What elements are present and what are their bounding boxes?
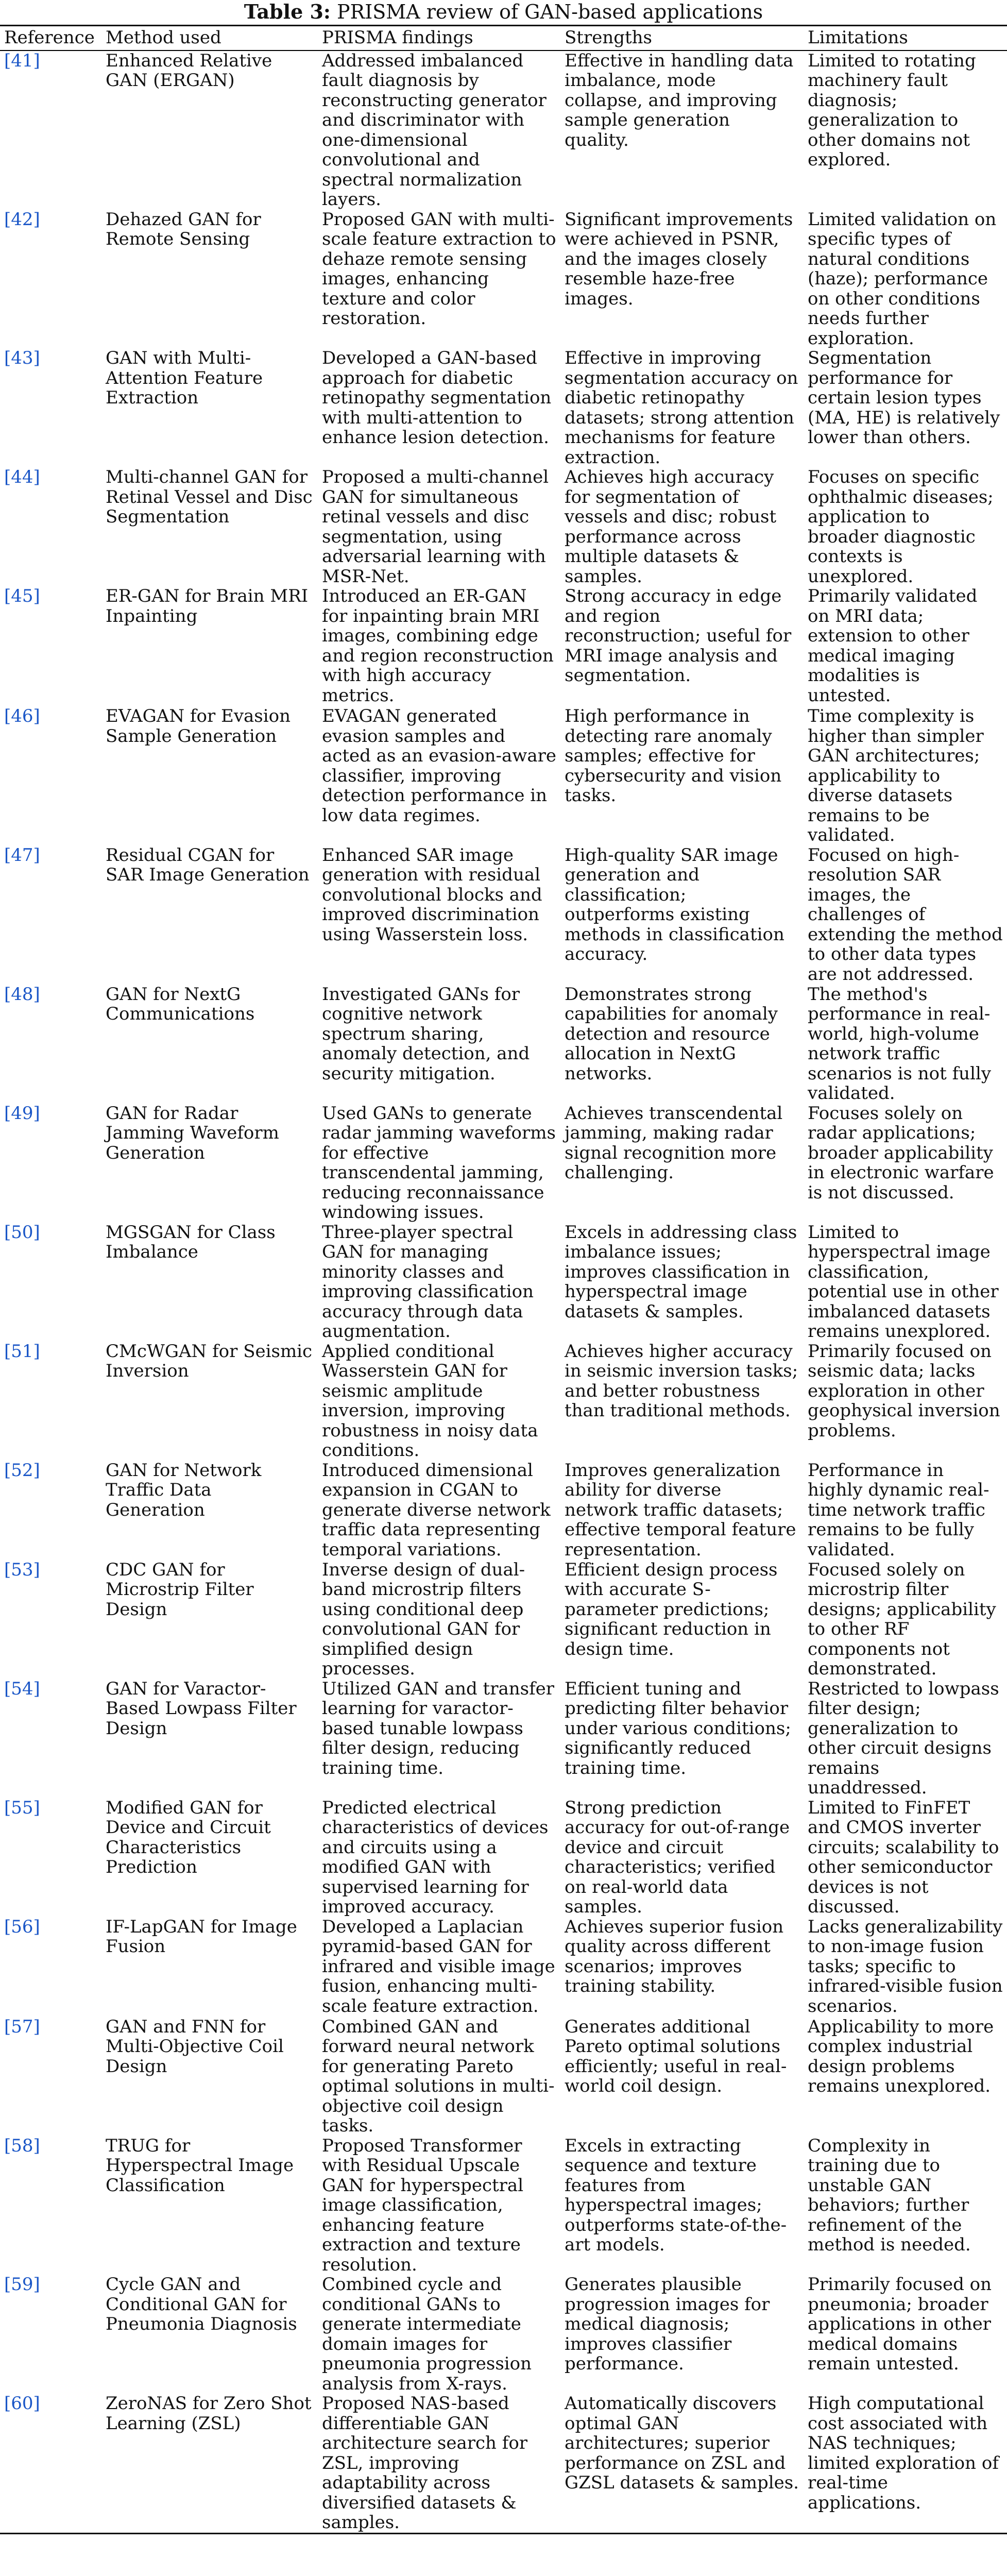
limitations-cell: Performance in highly dynamic real-time network traffic remains to be fully validated. xyxy=(808,1460,989,1560)
method-cell xyxy=(101,1342,318,1461)
limitations-cell: Focuses on specific ophthalmic diseases; application to broader diagnostic contexts is unexplored. xyxy=(808,467,994,587)
reference-link[interactable]: [54] xyxy=(4,1678,40,1699)
table-caption-label: Table 3: xyxy=(244,0,331,23)
limitations-cell: Focused solely on microstrip filter designs; applicability to other RF components not demonstrated. xyxy=(808,1559,996,1679)
table-row xyxy=(0,1917,1007,2017)
findings-cell: Addressed imbalanced fault diagnosis by reconstructing generator and discriminator with one-dimensional convolutional and spectral normalization layers. xyxy=(322,50,547,210)
limitations-cell xyxy=(804,1342,1007,1461)
reference-cell xyxy=(0,1223,101,1342)
findings-cell xyxy=(318,2275,560,2394)
method-cell: TRUG for Hyperspectral Image Classification xyxy=(106,2135,294,2196)
reference-cell xyxy=(0,845,101,985)
method-cell xyxy=(101,1461,318,1560)
findings-cell xyxy=(318,348,560,467)
table-row xyxy=(0,706,1007,845)
method-cell xyxy=(101,2275,318,2394)
reference-link[interactable]: [44] xyxy=(4,467,40,487)
limitations-cell xyxy=(804,467,1007,586)
method-cell xyxy=(101,845,318,985)
reference-link[interactable]: [42] xyxy=(4,209,40,230)
method-cell xyxy=(101,348,318,467)
limitations-cell: The method's performance in real-world, high-volume network traffic scenarios is not fully validated. xyxy=(808,984,992,1104)
method-cell xyxy=(101,467,318,586)
findings-cell xyxy=(318,2394,560,2533)
reference-link[interactable]: [57] xyxy=(4,2016,40,2037)
method-cell xyxy=(101,2136,318,2275)
findings-cell: Investigated GANs for cognitive network spectrum sharing, anomaly detection, and security mitigation. xyxy=(322,984,530,1084)
limitations-cell xyxy=(804,348,1007,467)
findings-cell: Utilized GAN and transfer learning for varactor-based tunable lowpass filter design, reducing training time. xyxy=(322,1678,555,1778)
method-cell xyxy=(101,1679,318,1798)
table-row xyxy=(0,586,1007,706)
strengths-cell: Achieves high accuracy for segmentation of vessels and disc; robust performance across multiple datasets & samples. xyxy=(565,467,777,587)
findings-cell: Proposed Transformer with Residual Upscale GAN for hyperspectral image classification, enhancing feature extraction and texture resolution. xyxy=(322,2135,524,2275)
method-cell xyxy=(101,985,318,1104)
findings-cell xyxy=(318,2136,560,2275)
method-cell xyxy=(101,1223,318,1342)
strengths-cell xyxy=(560,985,804,1104)
strengths-cell: Effective in improving segmentation accuracy on diabetic retinopathy datasets; strong attention mechanisms for feature extraction. xyxy=(565,348,798,468)
reference-cell xyxy=(0,586,101,706)
reference-link[interactable]: [48] xyxy=(4,984,40,1005)
reference-cell xyxy=(0,210,101,349)
table-row xyxy=(0,1461,1007,1560)
limitations-cell: Limited to rotating machinery fault diagnosis; generalization to other domains not explored. xyxy=(808,50,976,170)
method-cell xyxy=(101,706,318,845)
findings-cell: Combined cycle and conditional GANs to generate intermediate domain images for pneumonia progression analysis from X-rays. xyxy=(322,2274,532,2394)
table-row xyxy=(0,210,1007,349)
reference-link[interactable]: [52] xyxy=(4,1460,40,1481)
method-cell: Cycle GAN and Conditional GAN for Pneumonia Diagnosis xyxy=(106,2274,297,2334)
reference-link[interactable]: [47] xyxy=(4,844,40,866)
limitations-cell xyxy=(804,2017,1007,2136)
reference-cell xyxy=(0,1560,101,1679)
reference-link[interactable]: [51] xyxy=(4,1341,40,1362)
limitations-cell: Limited to FinFET and CMOS inverter circuits; scalability to other semiconductor devices is not discussed. xyxy=(808,1797,999,1917)
findings-cell: Combined GAN and forward neural network for generating Pareto optimal solutions in multi-objective coil design tasks. xyxy=(322,2016,555,2136)
findings-cell: Enhanced SAR image generation with residual convolutional blocks and improved discrimination using Wasserstein loss. xyxy=(322,844,542,945)
findings-cell: Developed a Laplacian pyramid-based GAN for infrared and visible image fusion, enhancing multi-scale feature extraction. xyxy=(322,1916,555,2016)
limitations-cell: Focused on high-resolution SAR images, the challenges of extending the method to other data types are not addressed. xyxy=(808,844,1003,985)
limitations-cell: Primarily focused on seismic data; lacks exploration in other geophysical inversion problems. xyxy=(808,1341,1000,1441)
table-body xyxy=(0,50,1007,2534)
method-cell xyxy=(101,50,318,210)
limitations-cell: Complexity in training due to unstable GAN behaviors; further refinement of the method is needed. xyxy=(808,2135,971,2255)
reference-cell xyxy=(0,1461,101,1560)
limitations-cell xyxy=(804,1560,1007,1679)
method-cell: GAN and FNN for Multi-Objective Coil Design xyxy=(106,2016,284,2077)
limitations-cell xyxy=(804,210,1007,349)
method-cell: Enhanced Relative GAN (ERGAN) xyxy=(106,50,272,91)
strengths-cell: Effective in handling data imbalance, mode collapse, and improving sample generation quality. xyxy=(565,50,794,150)
header-prisma-findings: PRISMA findings xyxy=(322,27,473,48)
table-row xyxy=(0,1104,1007,1223)
strengths-cell xyxy=(560,50,804,210)
limitations-cell xyxy=(804,1461,1007,1560)
method-cell: IF-LapGAN for Image Fusion xyxy=(106,1916,297,1957)
table-row xyxy=(0,985,1007,1104)
table-row xyxy=(0,2017,1007,2136)
findings-cell: Three-player spectral GAN for managing minority classes and improving classification accuracy through data augmentation. xyxy=(322,1222,534,1342)
limitations-cell xyxy=(804,1917,1007,2017)
strengths-cell: Efficient design process with accurate S-parameter predictions; significant reduction in design time. xyxy=(565,1559,778,1659)
findings-cell xyxy=(318,2017,560,2136)
findings-cell xyxy=(318,1342,560,1461)
table-row xyxy=(0,1798,1007,1917)
strengths-cell xyxy=(560,210,804,349)
limitations-cell: Applicability to more complex industrial design problems remains unexplored. xyxy=(808,2016,994,2096)
findings-cell xyxy=(318,1461,560,1560)
method-cell: GAN for Radar Jamming Waveform Generation xyxy=(106,1103,279,1163)
findings-cell xyxy=(318,1223,560,1342)
findings-cell: Proposed GAN with multi-scale feature extraction to dehaze remote sensing images, enhancing texture and color restoration. xyxy=(322,209,556,329)
reference-link[interactable]: [50] xyxy=(4,1222,40,1243)
method-cell xyxy=(101,1104,318,1223)
strengths-cell xyxy=(560,2017,804,2136)
method-cell: ZeroNAS for Zero Shot Learning (ZSL) xyxy=(106,2393,312,2434)
findings-cell: Proposed a multi-channel GAN for simultaneous retinal vessels and disc segmentation, using adversarial learning with MSR-Net. xyxy=(322,467,549,587)
findings-cell: Proposed NAS-based differentiable GAN architecture search for ZSL, improving adaptability across diversified datasets & samples. xyxy=(322,2393,528,2533)
method-cell: CMcWGAN for Seismic Inversion xyxy=(106,1341,313,1381)
method-cell: Multi-channel GAN for Retinal Vessel and Disc Segmentation xyxy=(106,467,313,527)
strengths-cell xyxy=(560,348,804,467)
strengths-cell xyxy=(560,1104,804,1223)
method-cell: MGSGAN for Class Imbalance xyxy=(106,1222,276,1262)
findings-cell: Applied conditional Wasserstein GAN for seismic amplitude inversion, improving robustness in noisy data conditions. xyxy=(322,1341,538,1461)
method-cell xyxy=(101,1917,318,2017)
strengths-cell xyxy=(560,1461,804,1560)
strengths-cell xyxy=(560,467,804,586)
findings-cell: Developed a GAN-based approach for diabetic retinopathy segmentation with multi-attention to enhance lesion detection. xyxy=(322,348,552,448)
method-cell xyxy=(101,1560,318,1679)
method-cell: ER-GAN for Brain MRI Inpainting xyxy=(106,586,309,626)
limitations-cell: Time complexity is higher than simpler GAN architectures; applicability to diverse datasets remains to be validated. xyxy=(808,706,984,845)
strengths-cell xyxy=(560,1679,804,1798)
strengths-cell xyxy=(560,586,804,706)
strengths-cell: Achieves higher accuracy in seismic inversion tasks; and better robustness than traditional methods. xyxy=(565,1341,798,1421)
table-row xyxy=(0,348,1007,467)
reference-cell xyxy=(0,467,101,586)
table-row xyxy=(0,1342,1007,1461)
limitations-cell: Restricted to lowpass filter design; generalization to other circuit designs remains unaddressed. xyxy=(808,1678,999,1798)
findings-cell xyxy=(318,1917,560,2017)
method-cell xyxy=(101,586,318,706)
header-method-used: Method used xyxy=(106,27,221,48)
reference-cell xyxy=(0,2394,101,2533)
limitations-cell: Lacks generalizability to non-image fusion tasks; specific to infrared-visible fusion scenarios. xyxy=(808,1916,1003,2016)
strengths-cell xyxy=(560,1560,804,1679)
strengths-cell xyxy=(560,706,804,845)
limitations-cell xyxy=(804,1798,1007,1917)
strengths-cell xyxy=(560,1223,804,1342)
limitations-cell xyxy=(804,1104,1007,1223)
table-row xyxy=(0,2275,1007,2394)
findings-cell: Predicted electrical characteristics of devices and circuits using a modified GAN with supervised learning for improved accuracy. xyxy=(322,1797,549,1917)
header-limitations: Limitations xyxy=(808,27,908,48)
table-row xyxy=(0,50,1007,210)
strengths-cell: Achieves superior fusion quality across different scenarios; improves training stability. xyxy=(565,1916,784,1996)
limitations-cell xyxy=(804,845,1007,985)
method-cell xyxy=(101,1798,318,1917)
header-strengths: Strengths xyxy=(565,27,652,48)
limitations-cell: High computational cost associated with NAS techniques; limited exploration of real-time applications. xyxy=(808,2393,999,2513)
reference-link[interactable]: [60] xyxy=(4,2393,40,2414)
strengths-cell: High-quality SAR image generation and classification; outperforms existing methods in classification accuracy. xyxy=(565,844,784,964)
limitations-cell: Primarily focused on pneumonia; broader applications in other medical domains remain untested. xyxy=(808,2274,992,2374)
findings-cell: Used GANs to generate radar jamming waveforms for effective transcendental jamming, reducing reconnaissance windowing issues. xyxy=(322,1103,556,1223)
findings-cell xyxy=(318,706,560,845)
limitations-cell: Primarily validated on MRI data; extension to other medical imaging modalities is untested. xyxy=(808,586,978,706)
reference-link[interactable]: [53] xyxy=(4,1559,40,1580)
findings-cell xyxy=(318,210,560,349)
findings-cell: Introduced dimensional expansion in CGAN to generate diverse network traffic data representing temporal variations. xyxy=(322,1460,551,1560)
strengths-cell: Improves generalization ability for diverse network traffic datasets; effective temporal feature representation. xyxy=(565,1460,796,1560)
reference-cell xyxy=(0,2136,101,2275)
strengths-cell xyxy=(560,1342,804,1461)
findings-cell xyxy=(318,1104,560,1223)
reference-cell xyxy=(0,706,101,845)
reference-link[interactable]: [45] xyxy=(4,586,40,606)
strengths-cell: Automatically discovers optimal GAN architectures; superior performance on ZSL and GZSL datasets & samples. xyxy=(565,2393,799,2493)
limitations-cell: Focuses solely on radar applications; broader applicability in electronic warfare is not discussed. xyxy=(808,1103,994,1203)
reference-link[interactable]: [49] xyxy=(4,1103,40,1124)
findings-cell xyxy=(318,845,560,985)
findings-cell xyxy=(318,1560,560,1679)
findings-cell xyxy=(318,1679,560,1798)
table-row xyxy=(0,1679,1007,1798)
strengths-cell: Generates additional Pareto optimal solutions efficiently; useful in real-world coil design. xyxy=(565,2016,787,2096)
limitations-cell xyxy=(804,1223,1007,1342)
method-cell: GAN for NextG Communications xyxy=(106,984,255,1024)
method-cell: GAN with Multi-Attention Feature Extraction xyxy=(106,348,263,408)
findings-cell xyxy=(318,1798,560,1917)
reference-link[interactable]: [55] xyxy=(4,1797,40,1818)
limitations-cell: Limited to hyperspectral image classification, potential use in other imbalanced datasets remains unexplored. xyxy=(808,1222,999,1342)
strengths-cell: Achieves transcendental jamming, making radar signal recognition more challenging. xyxy=(565,1103,783,1183)
limitations-cell xyxy=(804,706,1007,845)
prisma-review-table xyxy=(0,25,1007,2534)
method-cell: EVAGAN for Evasion Sample Generation xyxy=(106,706,291,747)
strengths-cell xyxy=(560,2275,804,2394)
strengths-cell: Strong accuracy in edge and region reconstruction; useful for MRI image analysis and segmentation. xyxy=(565,586,792,686)
reference-cell xyxy=(0,1342,101,1461)
strengths-cell: Significant improvements were achieved in PSNR, and the images closely resemble haze-free images. xyxy=(565,209,793,309)
method-cell: GAN for Varactor-Based Lowpass Filter Design xyxy=(106,1678,297,1739)
findings-cell xyxy=(318,985,560,1104)
reference-cell xyxy=(0,348,101,467)
findings-cell xyxy=(318,467,560,586)
reference-cell xyxy=(0,2275,101,2394)
strengths-cell: Efficient tuning and predicting filter behavior under various conditions; significantly reduced training time. xyxy=(565,1678,791,1778)
reference-link[interactable]: [46] xyxy=(4,706,40,726)
reference-cell xyxy=(0,50,101,210)
table-row xyxy=(0,2394,1007,2533)
strengths-cell xyxy=(560,2394,804,2533)
table-row xyxy=(0,467,1007,586)
strengths-cell xyxy=(560,845,804,985)
reference-cell xyxy=(0,1917,101,2017)
strengths-cell: Strong prediction accuracy for out-of-range device and circuit characteristics; verified on real-world data samples. xyxy=(565,1797,790,1917)
limitations-cell xyxy=(804,50,1007,210)
reference-link[interactable]: [56] xyxy=(4,1916,40,1937)
reference-link[interactable]: [58] xyxy=(4,2135,40,2156)
reference-link[interactable]: [43] xyxy=(4,348,40,368)
table-caption xyxy=(0,0,1007,25)
method-cell xyxy=(101,2394,318,2533)
findings-cell xyxy=(318,586,560,706)
strengths-cell xyxy=(560,1798,804,1917)
table-caption-text: PRISMA review of GAN-based applications xyxy=(337,1,763,23)
strengths-cell xyxy=(560,2136,804,2275)
method-cell: Modified GAN for Device and Circuit Characteristics Prediction xyxy=(106,1797,271,1877)
reference-link[interactable]: [41] xyxy=(4,50,40,71)
limitations-cell xyxy=(804,1679,1007,1798)
reference-link[interactable]: [59] xyxy=(4,2274,40,2295)
limitations-cell xyxy=(804,586,1007,706)
table-header-row xyxy=(0,26,1007,50)
limitations-cell: Segmentation performance for certain lesion types (MA, HE) is relatively lower than others. xyxy=(808,348,1000,448)
reference-cell xyxy=(0,985,101,1104)
method-cell: Residual CGAN for SAR Image Generation xyxy=(106,844,310,885)
findings-cell: EVAGAN generated evasion samples and acted as an evasion-aware classifier, improving detection performance in low data regimes. xyxy=(322,706,556,826)
table-row xyxy=(0,1560,1007,1679)
limitations-cell xyxy=(804,2394,1007,2533)
limitations-cell xyxy=(804,2136,1007,2275)
strengths-cell xyxy=(560,1917,804,2017)
reference-cell xyxy=(0,1798,101,1917)
method-cell: CDC GAN for Microstrip Filter Design xyxy=(106,1559,254,1620)
findings-cell xyxy=(318,50,560,210)
reference-cell xyxy=(0,1104,101,1223)
table-row xyxy=(0,845,1007,985)
strengths-cell: Generates plausible progression images for medical diagnosis; improves classifier performance. xyxy=(565,2274,770,2374)
limitations-cell xyxy=(804,2275,1007,2394)
strengths-cell: Demonstrates strong capabilities for anomaly detection and resource allocation in NextG networks. xyxy=(565,984,778,1084)
strengths-cell: Excels in extracting sequence and texture features from hyperspectral images; outperforms state-of-the-art models. xyxy=(565,2135,787,2255)
reference-cell xyxy=(0,2017,101,2136)
findings-cell: Introduced an ER-GAN for inpainting brain MRI images, combining edge and region reconstruction with high accuracy metrics. xyxy=(322,586,554,706)
strengths-cell: High performance in detecting rare anomaly samples; effective for cybersecurity and vision tasks. xyxy=(565,706,782,806)
findings-cell: Inverse design of dual-band microstrip filters using conditional deep convolutional GAN for simplified design processes. xyxy=(322,1559,525,1679)
table-row xyxy=(0,1223,1007,1342)
method-cell xyxy=(101,2017,318,2136)
limitations-cell xyxy=(804,985,1007,1104)
reference-cell xyxy=(0,1679,101,1798)
method-cell: Dehazed GAN for Remote Sensing xyxy=(106,209,261,249)
limitations-cell: Limited validation on specific types of natural conditions (haze); performance on other conditions needs further exploration. xyxy=(808,209,997,349)
header-reference: Reference xyxy=(4,27,95,48)
method-cell xyxy=(101,210,318,349)
strengths-cell: Excels in addressing class imbalance issues; improves classification in hyperspectral image datasets & samples. xyxy=(565,1222,797,1322)
method-cell: GAN for Network Traffic Data Generation xyxy=(106,1460,262,1520)
table-row xyxy=(0,2136,1007,2275)
